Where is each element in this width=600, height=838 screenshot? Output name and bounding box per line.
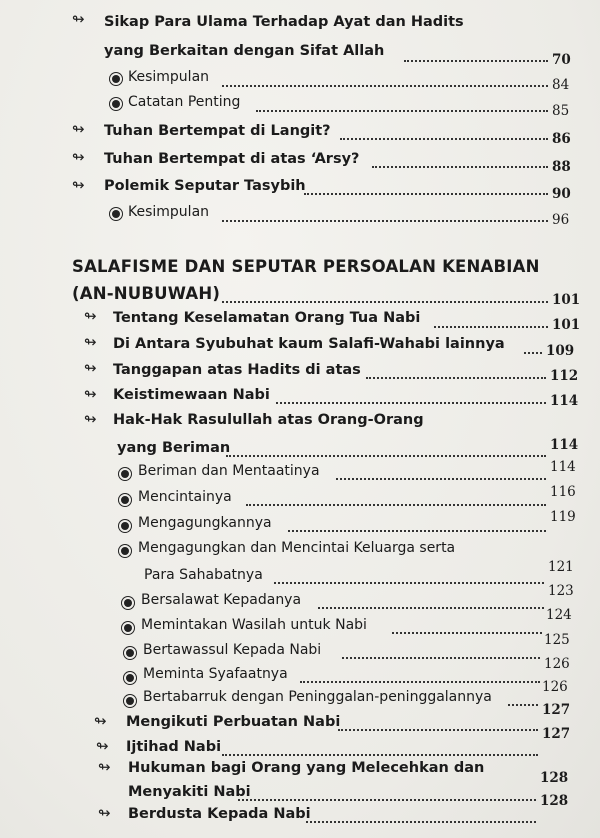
- leader-dots: [304, 193, 548, 195]
- arrow-icon: ↬: [96, 737, 109, 755]
- toc-entry[interactable]: Di Antara Syubuhat kaum Salafi-Wahabi lainnya: [113, 336, 505, 352]
- bullet-icon: [121, 547, 129, 555]
- page-number: 84: [552, 77, 570, 93]
- arrow-icon: ↬: [84, 385, 97, 403]
- toc-subentry[interactable]: Mengagungkannya: [138, 515, 272, 531]
- toc-subentry[interactable]: Meminta Syafaatnya: [143, 666, 288, 682]
- bullet-icon: [126, 649, 134, 657]
- page-number: 128: [540, 770, 569, 786]
- leader-dots: [226, 455, 546, 457]
- toc-subentry[interactable]: Kesimpulan: [128, 69, 210, 85]
- leader-dots: [288, 530, 546, 532]
- toc-subentry[interactable]: Catatan Penting: [128, 94, 241, 110]
- arrow-icon: ↬: [84, 359, 97, 377]
- leader-dots: [508, 704, 538, 706]
- toc-subentry[interactable]: Kesimpulan: [128, 204, 210, 220]
- page-number: 114: [550, 393, 579, 409]
- bullet-icon: [126, 697, 134, 705]
- arrow-icon: ↬: [72, 10, 85, 28]
- arrow-icon: ↬: [84, 307, 97, 325]
- leader-dots: [222, 220, 548, 222]
- leader-dots: [336, 478, 546, 480]
- toc-subentry[interactable]: Memintakan Wasilah untuk Nabi: [141, 617, 367, 633]
- page-number: 128: [540, 793, 569, 809]
- toc-subentry[interactable]: Bersalawat Kepadanya: [141, 592, 302, 608]
- page-number: 114: [550, 459, 576, 475]
- page-number: 85: [552, 103, 570, 119]
- page-number: 116: [550, 484, 576, 500]
- toc-subentry[interactable]: Bertabarruk dengan Peninggalan-peninggalannya: [143, 689, 492, 705]
- leader-dots: [338, 729, 538, 731]
- toc-entry[interactable]: Keistimewaan Nabi: [113, 387, 270, 403]
- page-number: 88: [552, 159, 571, 175]
- leader-dots: [392, 632, 542, 634]
- page-number: 90: [552, 186, 571, 202]
- leader-dots: [256, 110, 548, 112]
- bullet-icon: [112, 210, 120, 218]
- arrow-icon: ↬: [72, 148, 85, 166]
- leader-dots: [222, 754, 538, 756]
- leader-dots: [340, 138, 548, 140]
- leader-dots: [274, 582, 544, 584]
- toc-entry[interactable]: Mengikuti Perbuatan Nabi: [126, 714, 341, 730]
- toc-entry[interactable]: Polemik Seputar Tasybih: [104, 178, 306, 194]
- leader-dots: [404, 60, 548, 62]
- page-number: 86: [552, 131, 571, 147]
- leader-dots: [306, 821, 536, 823]
- arrow-icon: ↬: [84, 333, 97, 351]
- page-number: 101: [552, 292, 581, 308]
- page-number: 127: [542, 726, 571, 742]
- toc-subentry[interactable]: Beriman dan Mentaatinya: [138, 463, 320, 479]
- arrow-icon: ↬: [84, 410, 97, 428]
- toc-entry[interactable]: Tentang Keselamatan Orang Tua Nabi: [113, 310, 421, 326]
- toc-entry[interactable]: Hukuman bagi Orang yang Melecehkan dan: [128, 760, 485, 776]
- page-number: 126: [544, 656, 570, 672]
- leader-dots: [222, 85, 548, 87]
- toc-entry[interactable]: Sikap Para Ulama Terhadap Ayat dan Hadits: [104, 14, 464, 30]
- page-number: 96: [552, 212, 570, 228]
- toc-entry[interactable]: Ijtihad Nabi: [126, 739, 222, 755]
- arrow-icon: ↬: [72, 176, 85, 194]
- page-number: 123: [548, 583, 574, 599]
- page-number: 126: [542, 679, 568, 695]
- leader-dots: [342, 657, 540, 659]
- bullet-icon: [121, 522, 129, 530]
- arrow-icon: ↬: [98, 804, 111, 822]
- toc-entry[interactable]: Tuhan Bertempat di Langit?: [104, 123, 331, 139]
- bullet-icon: [124, 624, 132, 632]
- toc-entry-cont[interactable]: yang Berkaitan dengan Sifat Allah: [104, 43, 385, 59]
- bullet-icon: [121, 496, 129, 504]
- bullet-icon: [112, 75, 120, 83]
- leader-dots: [434, 326, 548, 328]
- toc-entry[interactable]: Berdusta Kepada Nabi: [128, 806, 311, 822]
- leader-dots: [372, 166, 548, 168]
- page-number: 127: [542, 702, 571, 718]
- section-heading[interactable]: SALAFISME DAN SEPUTAR PERSOALAN KENABIAN: [72, 257, 540, 276]
- page-number: 109: [546, 343, 575, 359]
- toc-entry-cont[interactable]: Menyakiti Nabi: [128, 784, 251, 800]
- page-number: 112: [550, 368, 579, 384]
- bullet-icon: [112, 100, 120, 108]
- arrow-icon: ↬: [94, 712, 107, 730]
- arrow-icon: ↬: [72, 120, 85, 138]
- arrow-icon: ↬: [98, 758, 111, 776]
- leader-dots: [238, 799, 536, 801]
- leader-dots: [366, 377, 546, 379]
- toc-subentry-cont[interactable]: Para Sahabatnya: [144, 567, 263, 583]
- toc-entry-cont[interactable]: yang Beriman: [117, 440, 231, 456]
- toc-subentry[interactable]: Mengagungkan dan Mencintai Keluarga serta: [138, 540, 456, 556]
- toc-subentry[interactable]: Mencintainya: [138, 489, 232, 505]
- page-number: 124: [546, 607, 572, 623]
- page-number: 101: [552, 317, 581, 333]
- page-number: 125: [544, 632, 570, 648]
- page-number: 119: [550, 509, 576, 525]
- leader-dots: [276, 402, 546, 404]
- bullet-icon: [124, 599, 132, 607]
- leader-dots: [246, 504, 546, 506]
- bullet-icon: [121, 470, 129, 478]
- toc-entry[interactable]: Hak-Hak Rasulullah atas Orang-Orang: [113, 412, 424, 428]
- leader-dots: [300, 681, 540, 683]
- leader-dots: [318, 607, 544, 609]
- page-number: 114: [550, 437, 579, 453]
- leader-dots: [222, 301, 548, 303]
- leader-dots: [524, 352, 542, 354]
- page-number: 70: [552, 52, 571, 68]
- page-number: 121: [548, 559, 574, 575]
- toc-subentry[interactable]: Bertawassul Kepada Nabi: [143, 642, 322, 658]
- bullet-icon: [126, 674, 134, 682]
- toc-entry[interactable]: Tanggapan atas Hadits di atas: [113, 362, 361, 378]
- section-heading-cont[interactable]: (AN-NUBUWAH): [72, 284, 221, 303]
- toc-entry[interactable]: Tuhan Bertempat di atas ‘Arsy?: [104, 151, 360, 167]
